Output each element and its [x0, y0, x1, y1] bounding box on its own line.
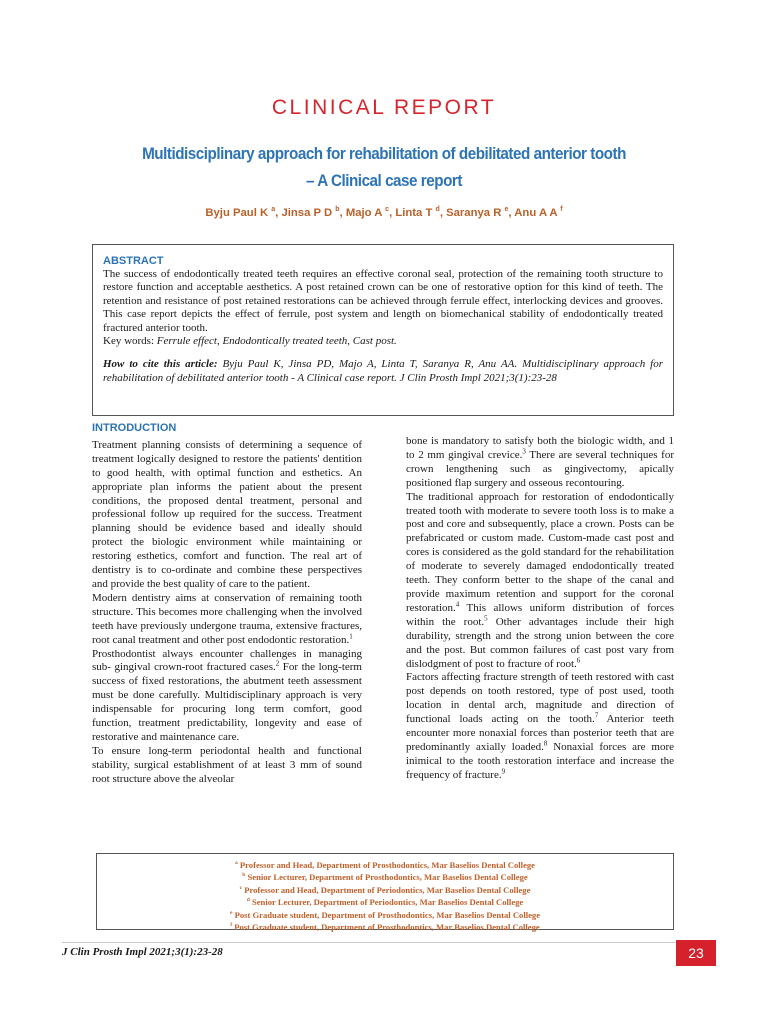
affiliation: $^c$ Professor and Head, Department of Periodontics, Mar Baselios Dental College: [239, 884, 531, 895]
introduction-heading: INTRODUCTION: [92, 422, 177, 434]
abstract-body: The success of endodontically treated teeth requires an effective coronal seal, protection of the remaining tooth structure to restore function and acceptable aesthetics. A post retained crown can be one of restorative option for this kind of teeth. The retention and resistance of post retained restorations can be achieved through ferrule effect, interlocking devices and grooves. This case report depicts the effect of ferrule, post system and length on biomechanical stability of endodontically treated fractured anterior tooth.: [103, 268, 663, 334]
affiliation: $^d$ Senior Lecturer, Department of Periodontics, Mar Baselios Dental College: [246, 897, 524, 908]
keywords-list: Ferrule effect, Endodontically treated teeth, Cast post.: [156, 335, 397, 348]
footer-divider: [62, 942, 716, 943]
affiliation: $^b$ Senior Lecturer, Department of Prosthodontics, Mar Baselios Dental College: [242, 872, 528, 883]
paragraph: Factors affecting fracture strength of teeth restored with cast post depends on tooth restored, type of post used, tooth location in dental arch, magnitude and direction of functional loads acting on the tooth.$^7$ Anterior teeth encounter more nonaxial forces than posterior teeth that are predominantly axially loaded.$^8$ Nonaxial forces are more inimical to the tooth restoration interface and increase the frequency of fracture.$^9$: [406, 671, 674, 781]
page-number: 23: [676, 940, 716, 966]
paragraph: Prosthodontist always encounter challenges in managing sub- gingival crown-root fractured cases.$^2$ For the long-term success of fixed restorations, the abutment teeth assessment must be done carefully. Multidisciplinary approach is very indispensable for procuring long term comfort, good function, treatment predictability, longevity and ease of restorative and maintenance care.: [92, 647, 362, 743]
author: Saranya R $^e$: [446, 206, 509, 219]
title-line-1: Multidisciplinary approach for rehabilitation of debilitated anterior tooth: [142, 145, 626, 163]
keywords: [103, 335, 663, 348]
paragraph: To ensure long-term periodontal health and functional stability, surgical establishment of at least 3 mm of sound root structure above the alveolar: [92, 744, 362, 785]
footer-journal-citation: J Clin Prosth Impl 2021;3(1):23-28: [62, 946, 223, 958]
affiliations-box: [96, 853, 674, 933]
citation-text: Byju Paul K, Jinsa PD, Majo A, Linta T, Saranya R, Anu AA. Multidisciplinary approach for rehabilitation of debilitated anterior tooth - A Clinical case report. J Clin Prosth Impl 2021;3(1):23-28: [103, 358, 663, 384]
affiliation: $^e$ Post Graduate student, Department of Prosthodontics, Mar Baselios Dental College: [229, 909, 541, 920]
paragraph: Treatment planning consists of determining a sequence of treatment logically designed to restore the patients' dentition to good health, with optimal function and esthetics. An appropriate plan informs the patient about the present conditions, the proposed dental treatment, personal and professional follow up required for the success. Treatment planning should be evidence based and ideally should protect the biologic environment while maintaining or restoring esthetics, comfort and function. The real art of dentistry is to co-ordinate and combine these perspectives and provide the best quality of care to the patient.: [92, 438, 362, 590]
paragraph: Modern dentistry aims at conservation of remaining tooth structure. This becomes more challenging when the involved teeth have previously undergone trauma, extensive fractures, root canal treatment and other post endodontic restoration.$^1$: [92, 591, 362, 646]
author: Linta T $^d$: [395, 206, 440, 219]
title-line-2: – A Clinical case report: [306, 172, 462, 190]
citation: [103, 358, 663, 385]
author-list: Byju Paul K $^a$, Jinsa P D $^b$, Majo A $^c$, Linta T $^d$, Saranya R $^e$, Anu A A $^f$: [205, 206, 563, 219]
citation-label: How to cite this article:: [103, 358, 218, 371]
affiliation: $^f$ Post Graduate student, Department of Prosthodontics, Mar Baselios Dental College: [230, 922, 540, 933]
author: Anu A A $^f$: [514, 206, 563, 219]
keywords-label: Key words:: [103, 335, 155, 348]
author: Byju Paul K $^a$: [205, 206, 276, 219]
paragraph: bone is mandatory to satisfy both the biologic width, and 1 to 2 mm gingival crevice.$^3$ There are several techniques for crown lengthening such as gingivectomy, apically positioned flap surgery and osseous recontouring.: [406, 435, 675, 489]
author: Jinsa P D $^b$: [281, 206, 340, 219]
introduction-left-column: [92, 422, 362, 787]
article-title: [117, 141, 651, 195]
abstract-box: [92, 244, 674, 416]
report-type-label: CLINICAL REPORT: [271, 96, 497, 119]
affiliation: $^a$ Professor and Head, Department of Prosthodontics, Mar Baselios Dental College: [234, 859, 535, 870]
introduction-right-column: [406, 435, 674, 783]
paragraph: The traditional approach for restoration of endodontically treated tooth with moderate to severe tooth loss is to make a post and core and subsequently, place a crown. Posts can be prefabricated or custom made. Custom-made cast post and cores is considered as the gold standard for the rehabilitation of moderate to severely damaged endodontically treated teeth. They conform better to the shape of the canal and provide maximum retention and support for the coronal restoration.$^4$ This allows uniform distribution of forces within the root.$^5$ Other advantages include their high durability, strength and the strong union between the core and the post. But common failures of cast post vary from dislodgment of post to fracture of root.$^6$: [406, 490, 674, 670]
author: Majo A $^c$: [345, 206, 390, 219]
abstract-heading: ABSTRACT: [103, 255, 164, 267]
